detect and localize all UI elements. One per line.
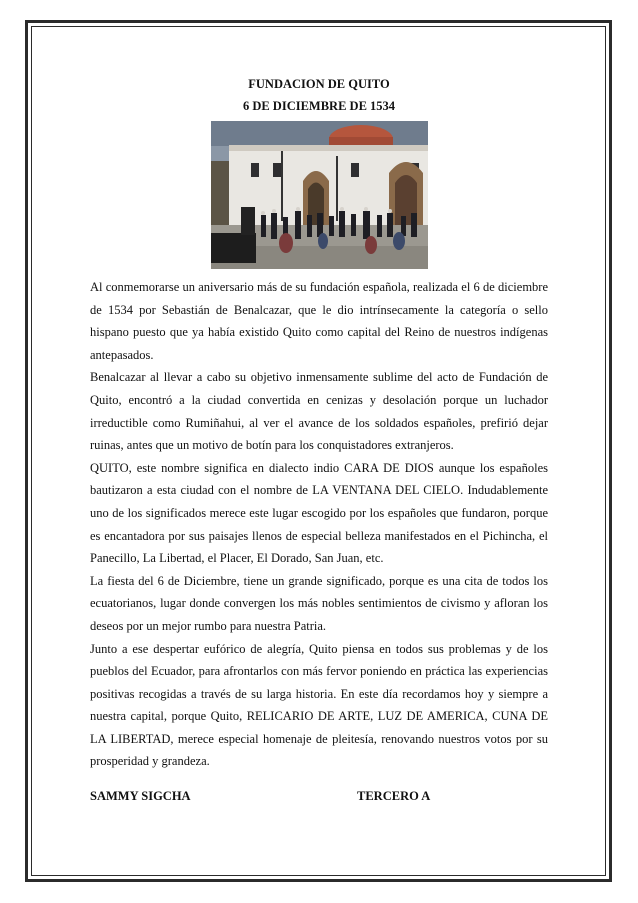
paragraph-3: QUITO, este nombre significa en dialecto indio CARA DE DIOS aunque los españoles bautizaron a esta ciudad con el nombre de LA VENTANA DEL CIELO. Indudablemente uno de los significados merece este lugar escogido por los españoles que fundaron, porque es encantadora por sus paisajes llenos de especial belleza manifestados en el Pichincha, el Panecillo, La Libertad, el Placer, El Dorado, San Juan, etc. bbox=[90, 460, 548, 566]
author-name: SAMMY SIGCHA bbox=[90, 789, 191, 803]
paragraph-5: Junto a ese despertar eufórico de alegría, Quito piensa en todos sus problemas y de los pueblos del Ecuador, para afrontarlos con más fervor poniendo en práctica las experiencias positivas recogidas a través de su larga historia. En este día recordamos hoy y siempre a nuestra capital, porque Quito, RELICARIO DE ARTE, LUZ DE AMERICA, CUNA DE LA LIBERTAD, merece especial homenaje de pleitesía, renovando nuestros votos por su prosperidad y grandeza. bbox=[90, 641, 548, 769]
paragraph-4: La fiesta del 6 de Diciembre, tiene un grande significado, porque es una cita de todos los ecuatorianos, lugar donde convergen los más nobles sentimientos de civismo y afloran los deseos por un mejor rumbo para nuestra Patria. bbox=[90, 573, 548, 633]
plaza-photo-icon bbox=[211, 121, 428, 269]
paragraph-2: Benalcazar al llevar a cabo su objetivo inmensamente sublime del acto de Fundación de Quito, encontró a la ciudad convertida en cenizas y desolación porque un luchador irreductible como Rumiñahui, al ver el avance de los soldados españoles, prefirió dejar ruinas, antes que un motivo de botín para los conquistadores extranjeros. bbox=[90, 370, 548, 453]
paragraph-1: Al conmemorarse un aniversario más de su fundación española, realizada el 6 de diciembre de 1534 por Sebastián de Benalcazar, que le dio intrínsecamente la categoría o sello hispano puesto que ya había existido Quito como capital del Reino de nuestros indígenas antepasados. bbox=[90, 280, 548, 362]
document-title: FUNDACION DE QUITO bbox=[248, 77, 390, 91]
document-date: 6 DE DICIEMBRE DE 1534 bbox=[242, 99, 396, 113]
article-body bbox=[90, 276, 548, 773]
author-grade: TERCERO A bbox=[357, 789, 431, 803]
